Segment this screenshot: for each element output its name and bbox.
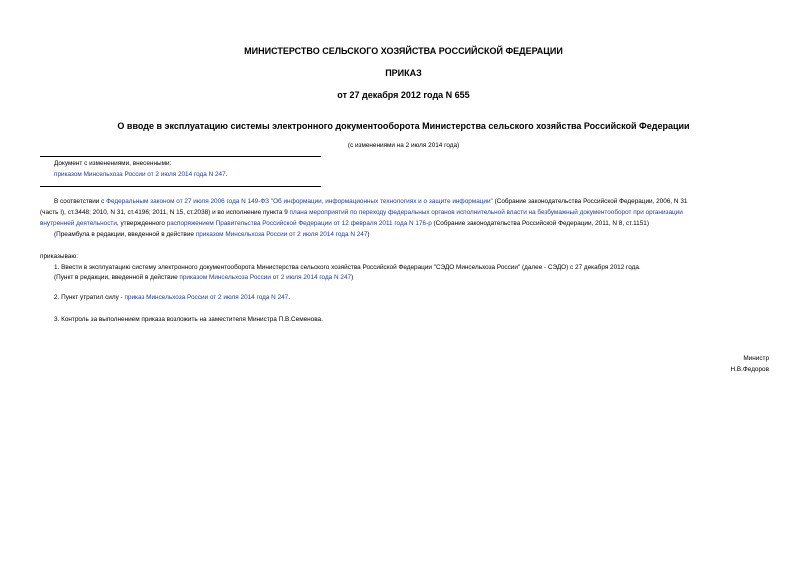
government-order-link[interactable]: распоряжением Правительства Российской Федерации от 12 февраля 2011 года N 176-р — [166, 220, 432, 227]
date-number-heading: от 27 декабря 2012 года N 655 — [337, 90, 470, 100]
plan-link[interactable]: плана мероприятий по переходу федеральных органов исполнительной власти на безбумажный документооборот при организации — [289, 209, 683, 216]
item-1-note — [54, 273, 353, 282]
changes-line — [54, 170, 227, 179]
preamble-note-link[interactable]: приказом Минсельхоза России от 2 июля 2014 года N 247 — [195, 231, 368, 238]
item-2 — [54, 293, 290, 302]
note-text: ) — [351, 274, 354, 281]
item-1-note-link[interactable]: приказом Минсельхоза России от 2 июля 2014 года N 247 — [179, 274, 352, 281]
changes-top-rule — [40, 156, 321, 157]
preamble-note — [54, 230, 370, 239]
note-text: ) — [367, 231, 370, 238]
amendment-note: (с изменениями на 2 июля 2014 года) — [347, 142, 460, 149]
preamble-line-2 — [40, 208, 683, 217]
plan-link-cont[interactable]: внутренней деятельности — [40, 220, 117, 227]
document-title: О вводе в эксплуатацию системы электронного документооборота Министерства сельского хозяйства Российской Федерации — [117, 121, 690, 131]
changes-bottom-rule — [40, 186, 321, 187]
preamble-text: (Собрание законодательства Российской Федерации, 2006, N 31 — [492, 198, 688, 205]
federal-law-link[interactable]: Федеральным законом от 27 июля 2006 года N 149-ФЗ "Об информации, информационных технологиях и о защите информации" — [106, 198, 493, 205]
changes-link[interactable]: приказом Минсельхоза России от 2 июля 2014 года N 247 — [54, 171, 226, 178]
order-word: приказываю: — [40, 253, 78, 260]
preamble-text: (Собрание законодательства Российской Федерации, 2011, N 8, ст.1151) — [431, 220, 649, 227]
preamble-line-3 — [40, 219, 649, 228]
item-2-link[interactable]: приказ Минсельхоза России от 2 июля 2014 года N 247 — [124, 294, 289, 301]
preamble-text: , утвержденного — [116, 220, 167, 227]
note-text: (Преамбула в редакции, введенной в действие — [54, 231, 196, 238]
item-1-text: 1. Ввести в эксплуатацию систему электронного документооборота Министерства сельского хозяйства Российской Федерации "СЭДО Минсельхоза России" (далее - СЭДО) с 27 декабря 2012 года. — [54, 264, 641, 271]
item-3-text: 3. Контроль за выполнением приказа возложить на заместителя Министра П.В.Семенова. — [54, 316, 323, 323]
item-2-end: . — [288, 294, 291, 301]
signature-position: Министр — [743, 355, 769, 362]
item-2-text: 2. Пункт утратил силу - — [54, 294, 125, 301]
note-text: (Пункт в редакции, введенной в действие — [54, 274, 180, 281]
changes-tail: . — [225, 171, 228, 178]
ministry-heading: МИНИСТЕРСТВО СЕЛЬСКОГО ХОЗЯЙСТВА РОССИЙСКОЙ ФЕДЕРАЦИИ — [244, 46, 563, 56]
signature-name: Н.В.Федоров — [730, 366, 769, 373]
preamble-text: В соответствии с — [54, 198, 107, 205]
doc-type-heading: ПРИКАЗ — [385, 68, 422, 78]
preamble-text: (часть I), ст.3448; 2010, N 31, ст.4196; 2011, N 15, ст.2038) и во исполнение пункта 9 — [40, 209, 290, 216]
changes-label: Документ с изменениями, внесенными: — [54, 160, 172, 167]
preamble-line-1 — [54, 197, 687, 206]
